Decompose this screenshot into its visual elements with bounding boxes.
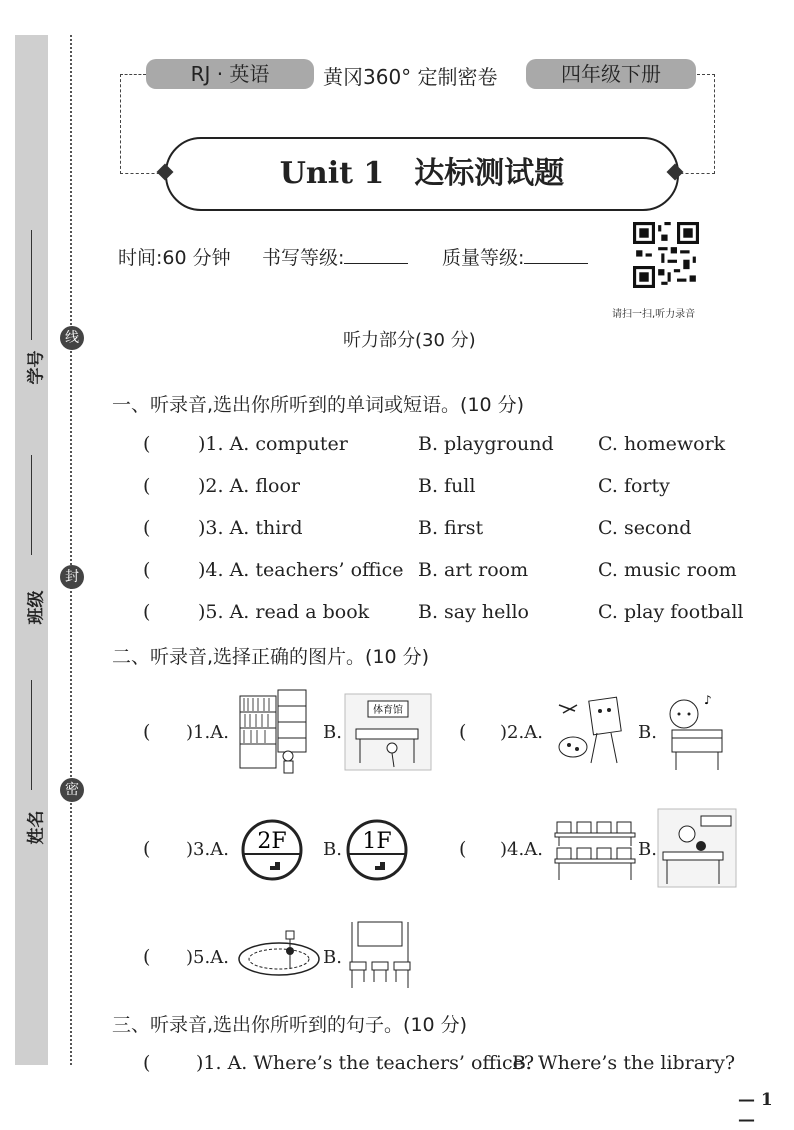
s2-item-2-b: B. xyxy=(638,722,657,743)
series-name: 黄冈360° 定制密卷 xyxy=(323,65,498,89)
s2-item-4-b: B. xyxy=(638,839,657,860)
header-dash-left-v xyxy=(120,74,121,174)
s1-item-3-a: )3. A. third xyxy=(198,517,303,539)
s2-item-3-b: B. xyxy=(323,839,342,860)
s1-item-4-b: B. art room xyxy=(418,559,529,581)
s1-item-2-a: )2. A. floor xyxy=(198,475,301,497)
s1-item-5-a: )5. A. read a book xyxy=(198,601,370,623)
floor-sign-1f-picture[interactable] xyxy=(345,818,409,882)
s2-item-2-a: )2.A. xyxy=(500,722,543,743)
s2-item-5-b: B. xyxy=(323,947,342,968)
writing-grade-label: 书写等级: xyxy=(262,247,345,269)
gym-picture[interactable] xyxy=(344,693,432,771)
class-label: 班级 xyxy=(26,590,47,625)
answer-paren[interactable]: ( xyxy=(143,433,151,455)
answer-paren[interactable]: ( xyxy=(143,1052,151,1074)
music-note-icon: ♪ xyxy=(704,693,712,707)
gym-sign: 体育馆 xyxy=(373,705,403,716)
section2-heading: 二、听录音,选择正确的图片。(10 分) xyxy=(112,646,430,668)
seal-seal-mark: 封 xyxy=(60,565,84,589)
s1-item-3-b: B. first xyxy=(418,517,484,539)
s2-item-3-a: )3.A. xyxy=(186,839,229,860)
answer-paren[interactable]: ( xyxy=(459,838,467,860)
s1-item-1-c: C. homework xyxy=(598,433,726,455)
answer-paren[interactable]: ( xyxy=(143,475,151,497)
writing-grade-blank[interactable] xyxy=(344,247,408,264)
answer-paren[interactable]: ( xyxy=(143,838,151,860)
floor-1f-label: 1F xyxy=(362,829,392,854)
seal-secret-mark: 密 xyxy=(60,778,84,802)
answer-paren[interactable]: ( xyxy=(143,946,151,968)
answer-paren[interactable]: ( xyxy=(143,721,151,743)
listening-section-title: 听力部分(30 分) xyxy=(343,330,476,351)
s3-item-1-a: )1. A. Where’s the teachers’ office? xyxy=(196,1052,535,1074)
s2-item-5-a: )5.A. xyxy=(186,947,229,968)
quality-grade-label: 质量等级: xyxy=(442,247,525,269)
header-dash-right-v xyxy=(714,74,715,174)
name-line xyxy=(31,680,32,790)
s3-item-1-b: B. Where’s the library? xyxy=(512,1052,736,1074)
answer-paren[interactable]: ( xyxy=(143,517,151,539)
grade-pill: 四年级下册 xyxy=(526,59,696,89)
section1-heading: 一、听录音,选出你所听到的单词或短语。(10 分) xyxy=(112,394,525,416)
art-easel-picture[interactable] xyxy=(555,693,629,767)
s1-item-4-c: C. music room xyxy=(598,559,737,581)
classroom-picture[interactable] xyxy=(344,918,416,990)
time-label: 时间:60 分钟 xyxy=(118,247,231,269)
s1-item-4-a: )4. A. teachers’ office xyxy=(198,559,404,581)
floor-sign-2f-picture[interactable] xyxy=(240,818,304,882)
s1-item-1-a: )1. A. computer xyxy=(198,433,348,455)
playground-picture[interactable] xyxy=(236,925,322,985)
s1-item-2-b: B. full xyxy=(418,475,476,497)
header-dash-left xyxy=(120,74,146,75)
s1-item-5-c: C. play football xyxy=(598,601,744,623)
s1-item-3-c: C. second xyxy=(598,517,692,539)
qr-code-icon[interactable] xyxy=(633,222,699,288)
s2-item-4-a: )4.A. xyxy=(500,839,543,860)
s1-item-1-b: B. playground xyxy=(418,433,554,455)
answer-paren[interactable]: ( xyxy=(459,721,467,743)
name-label: 姓名 xyxy=(26,810,47,845)
student-id-label: 学号 xyxy=(26,350,47,385)
cut-line xyxy=(70,35,72,1065)
quality-grade-blank[interactable] xyxy=(524,247,588,264)
student-id-line xyxy=(31,230,32,340)
seal-line-mark: 线 xyxy=(60,326,84,350)
teachers-office-picture[interactable] xyxy=(657,808,737,888)
s2-item-1-a: )1.A. xyxy=(186,722,229,743)
header-dash-right xyxy=(697,74,715,75)
s1-item-5-b: B. say hello xyxy=(418,601,529,623)
class-line xyxy=(31,455,32,555)
library-bookshelf-picture[interactable] xyxy=(238,688,310,778)
page-title: Unit 1 达标测试题 xyxy=(165,137,679,211)
quality-grade xyxy=(442,243,588,270)
subject-pill: RJ · 英语 xyxy=(146,59,314,89)
answer-paren[interactable]: ( xyxy=(143,601,151,623)
answer-paren[interactable]: ( xyxy=(143,559,151,581)
computer-room-picture[interactable] xyxy=(553,818,637,884)
floor-2f-label: 2F xyxy=(257,829,287,854)
s2-item-1-b: B. xyxy=(323,722,342,743)
s1-item-2-c: C. forty xyxy=(598,475,670,497)
section3-heading: 三、听录音,选出你所听到的句子。(10 分) xyxy=(112,1014,468,1036)
page-number: — 1 — xyxy=(738,1090,773,1130)
qr-caption: 请扫一扫,听力录音 xyxy=(612,309,696,320)
writing-grade xyxy=(262,243,408,270)
music-piano-picture[interactable] xyxy=(662,690,726,772)
